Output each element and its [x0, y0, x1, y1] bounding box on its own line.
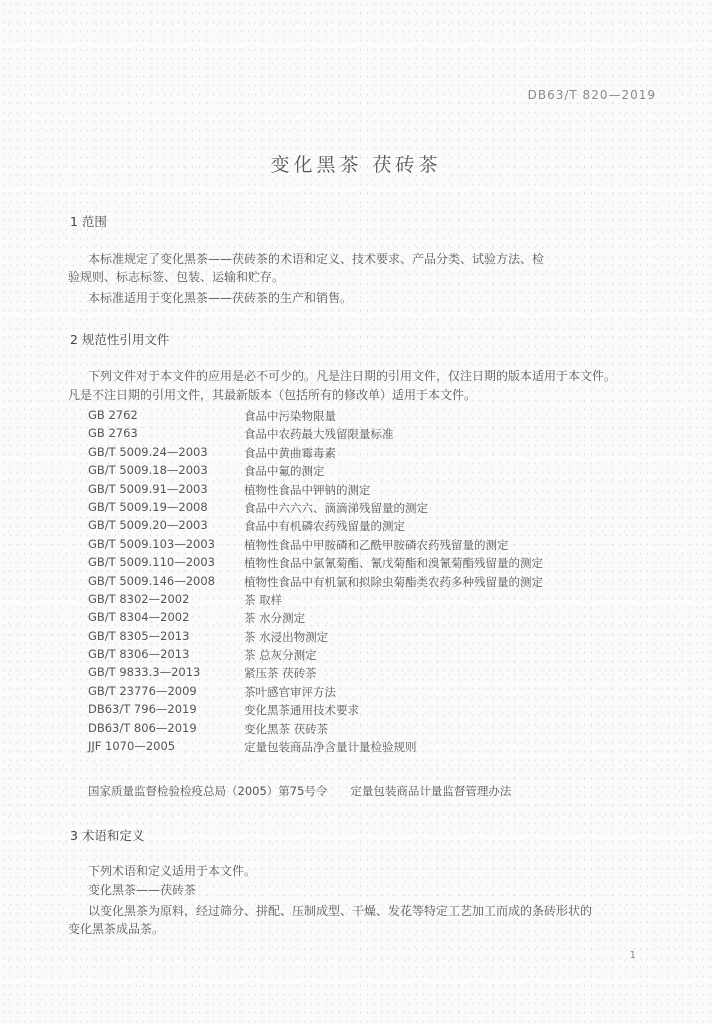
reference-item [88, 537, 648, 555]
reference-item [88, 426, 648, 444]
section-1-heading: 1 范围 [70, 214, 107, 229]
reference-code: GB 2763 [88, 426, 138, 441]
reference-item [88, 500, 648, 518]
reference-item [88, 574, 648, 592]
reference-name: 食品中农药最大残留限量标准 [244, 427, 394, 442]
reference-item [88, 408, 648, 426]
standard-number: DB63/T 820—2019 [527, 88, 656, 102]
section-2-intro-line: 凡是不注日期的引用文件，其最新版本（包括所有的修改单）适用于本文件。 [68, 388, 477, 402]
reference-code: GB/T 5009.19—2008 [88, 499, 208, 514]
reference-item [88, 684, 648, 702]
reference-name: 食品中有机磷农药残留量的测定 [244, 519, 405, 534]
reference-code: GB/T 8305—2013 [88, 628, 190, 643]
reference-code: GB/T 5009.24—2003 [88, 444, 208, 459]
reference-item [88, 647, 648, 665]
reference-name: 茶 取样 [244, 592, 283, 607]
reference-name: 食品中黄曲霉毒素 [244, 445, 336, 460]
reference-code: GB/T 5009.103—2003 [88, 536, 215, 551]
reference-name: 植物性食品中氯氰菊酯、氰戊菊酯和溴氰菊酯残留量的测定 [244, 556, 543, 571]
document-title: 变化黑茶 茯砖茶 [270, 154, 442, 176]
reference-name: 变化黑茶 茯砖茶 [244, 721, 329, 736]
section-3-intro: 下列术语和定义适用于本文件。 [88, 864, 257, 878]
reference-item [88, 665, 648, 683]
reference-code: GB/T 23776—2009 [88, 683, 197, 698]
term-definition-line: 变化黑茶成品茶。 [68, 922, 165, 936]
reference-name: 植物性食品中钾钠的测定 [244, 482, 371, 497]
reference-item [88, 518, 648, 536]
reference-item [88, 555, 648, 573]
reference-item [88, 629, 648, 647]
reference-item [88, 610, 648, 628]
reference-name: 食品中污染物限量 [244, 409, 336, 423]
reference-name: 茶 总灰分测定 [244, 648, 317, 663]
reference-name: 定量包装商品净含量计量检验规则 [244, 740, 417, 755]
reference-code: DB63/T 806—2019 [88, 720, 197, 735]
decree-line: 国家质量监督检验检疫总局（2005）第75号令 定量包装商品计量监督管理办法 [88, 784, 512, 798]
reference-name: 食品中氟的测定 [244, 464, 325, 479]
section-2-intro-line: 下列文件对于本文件的应用是必不可少的。凡是注日期的引用文件，仅注日期的版本适用于本文件。 [88, 369, 617, 383]
reference-code: GB/T 5009.146—2008 [88, 573, 215, 588]
reference-item [88, 463, 648, 481]
term-name: 变化黑茶——茯砖茶 [88, 883, 197, 897]
reference-name: 植物性食品中有机氯和拟除虫菊酯类农药多种残留量的测定 [244, 574, 543, 589]
section-1-para: 本标准适用于变化黑茶——茯砖茶的生产和销售。 [88, 291, 353, 305]
reference-code: GB/T 5009.110—2003 [88, 555, 215, 570]
term-definition-line: 以变化黑茶为原料，经过筛分、拼配、压制成型、干燥、发花等特定工艺加工而成的条砖形状的 [88, 904, 593, 918]
reference-code: GB/T 8306—2013 [88, 647, 190, 662]
reference-item [88, 721, 648, 739]
reference-code: GB/T 9833.3—2013 [88, 665, 201, 680]
reference-code: GB/T 8302—2002 [88, 591, 190, 606]
reference-list [88, 408, 648, 757]
section-3-heading: 3 术语和定义 [70, 828, 145, 843]
reference-code: GB/T 8304—2002 [88, 610, 190, 625]
reference-code: GB/T 5009.20—2003 [88, 518, 208, 533]
reference-code: GB/T 5009.18—2003 [88, 463, 208, 478]
reference-name: 食品中六六六、滴滴涕残留量的测定 [244, 500, 428, 515]
reference-name: 紧压茶 茯砖茶 [244, 666, 317, 681]
reference-code: JJF 1070—2005 [88, 739, 176, 754]
reference-code: GB 2762 [88, 408, 138, 422]
reference-name: 变化黑茶通用技术要求 [244, 703, 359, 718]
reference-name: 植物性食品中甲胺磷和乙酰甲胺磷农药残留量的测定 [244, 537, 509, 552]
reference-code: GB/T 5009.91—2003 [88, 481, 208, 496]
reference-item [88, 482, 648, 500]
reference-item [88, 592, 648, 610]
reference-item [88, 739, 648, 757]
section-2-heading: 2 规范性引用文件 [70, 332, 170, 347]
reference-name: 茶 水浸出物测定 [244, 629, 329, 644]
section-1-para-line: 验规则、标志标签、包装、运输和贮存。 [68, 270, 285, 284]
reference-code: DB63/T 796—2019 [88, 702, 197, 717]
section-1-para-line: 本标准规定了变化黑茶——茯砖茶的术语和定义、技术要求、产品分类、试验方法、检 [88, 252, 545, 266]
reference-item [88, 445, 648, 463]
reference-name: 茶叶感官审评方法 [244, 684, 336, 699]
reference-item [88, 702, 648, 720]
reference-name: 茶 水分测定 [244, 611, 306, 626]
page-number: 1 [629, 950, 636, 961]
